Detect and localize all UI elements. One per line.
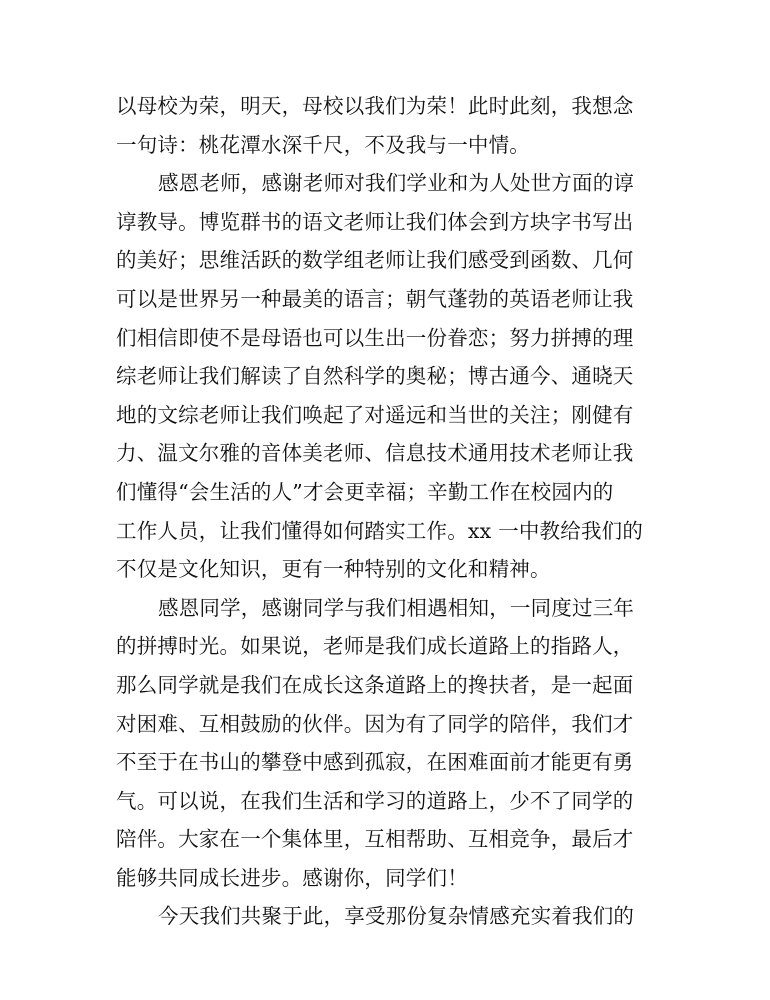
text-line: 陪伴。大家在一个集体里，互相帮助、互相竞争，最后才 — [116, 827, 634, 852]
text-line: 以母校为荣，明天，母校以我们为荣！此时此刻，我想念 — [116, 94, 634, 118]
text-line: 对困难、互相鼓励的伙伴。因为有了同学的陪伴，我们才 — [116, 711, 634, 736]
paragraph-start-line: 感恩同学，感谢同学与我们相遇相知，一同度过三年 — [158, 595, 635, 620]
text-line: 一句诗：桃花潭水深千尺，不及我与一中情。 — [116, 132, 530, 157]
text-line: 地的文综老师让我们唤起了对遥远和当世的关注；刚健有 — [116, 402, 634, 427]
text-line: 的美好；思维活跃的数学组老师让我们感受到函数、几何 — [116, 248, 634, 273]
text-line: 力、温文尔雅的音体美老师、信息技术通用技术老师让我 — [116, 441, 634, 466]
text-line: 谆教导。博览群书的语文老师让我们体会到方块字书写出 — [116, 209, 634, 234]
text-line: 工作人员，让我们懂得如何踏实工作。xx 一中教给我们的 — [116, 518, 644, 543]
text-line: 不仅是文化知识，更有一种特别的文化和精神。 — [116, 557, 551, 582]
paragraph-start-line: 感恩老师，感谢老师对我们学业和为人处世方面的谆 — [158, 171, 635, 196]
text-line: 们相信即使不是母语也可以生出一份眷恋；努力拼搏的理 — [116, 325, 634, 350]
text-line: 综老师让我们解读了自然科学的奥秘；博古通今、通晓天 — [116, 364, 634, 389]
text-line: 们懂得“会生活的人”才会更幸福；辛勤工作在校园内的 — [116, 479, 614, 504]
text-line: 不至于在书山的攀登中感到孤寂，在困难面前才能更有勇 — [116, 750, 634, 775]
text-line: 气。可以说，在我们生活和学习的道路上，少不了同学的 — [116, 788, 634, 813]
body-text — [116, 87, 646, 936]
text-line: 可以是世界另一种最美的语言；朝气蓬勃的英语老师让我 — [116, 286, 634, 311]
text-line: 能够共同成长进步。感谢你，同学们！ — [116, 865, 468, 890]
text-line: 的拼搏时光。如果说，老师是我们成长道路上的指路人， — [116, 634, 634, 659]
text-line: 那么同学就是我们在成长这条道路上的搀扶者，是一起面 — [116, 672, 634, 697]
paragraph-start-line: 今天我们共聚于此，享受那份复杂情感充实着我们的 — [158, 904, 635, 929]
